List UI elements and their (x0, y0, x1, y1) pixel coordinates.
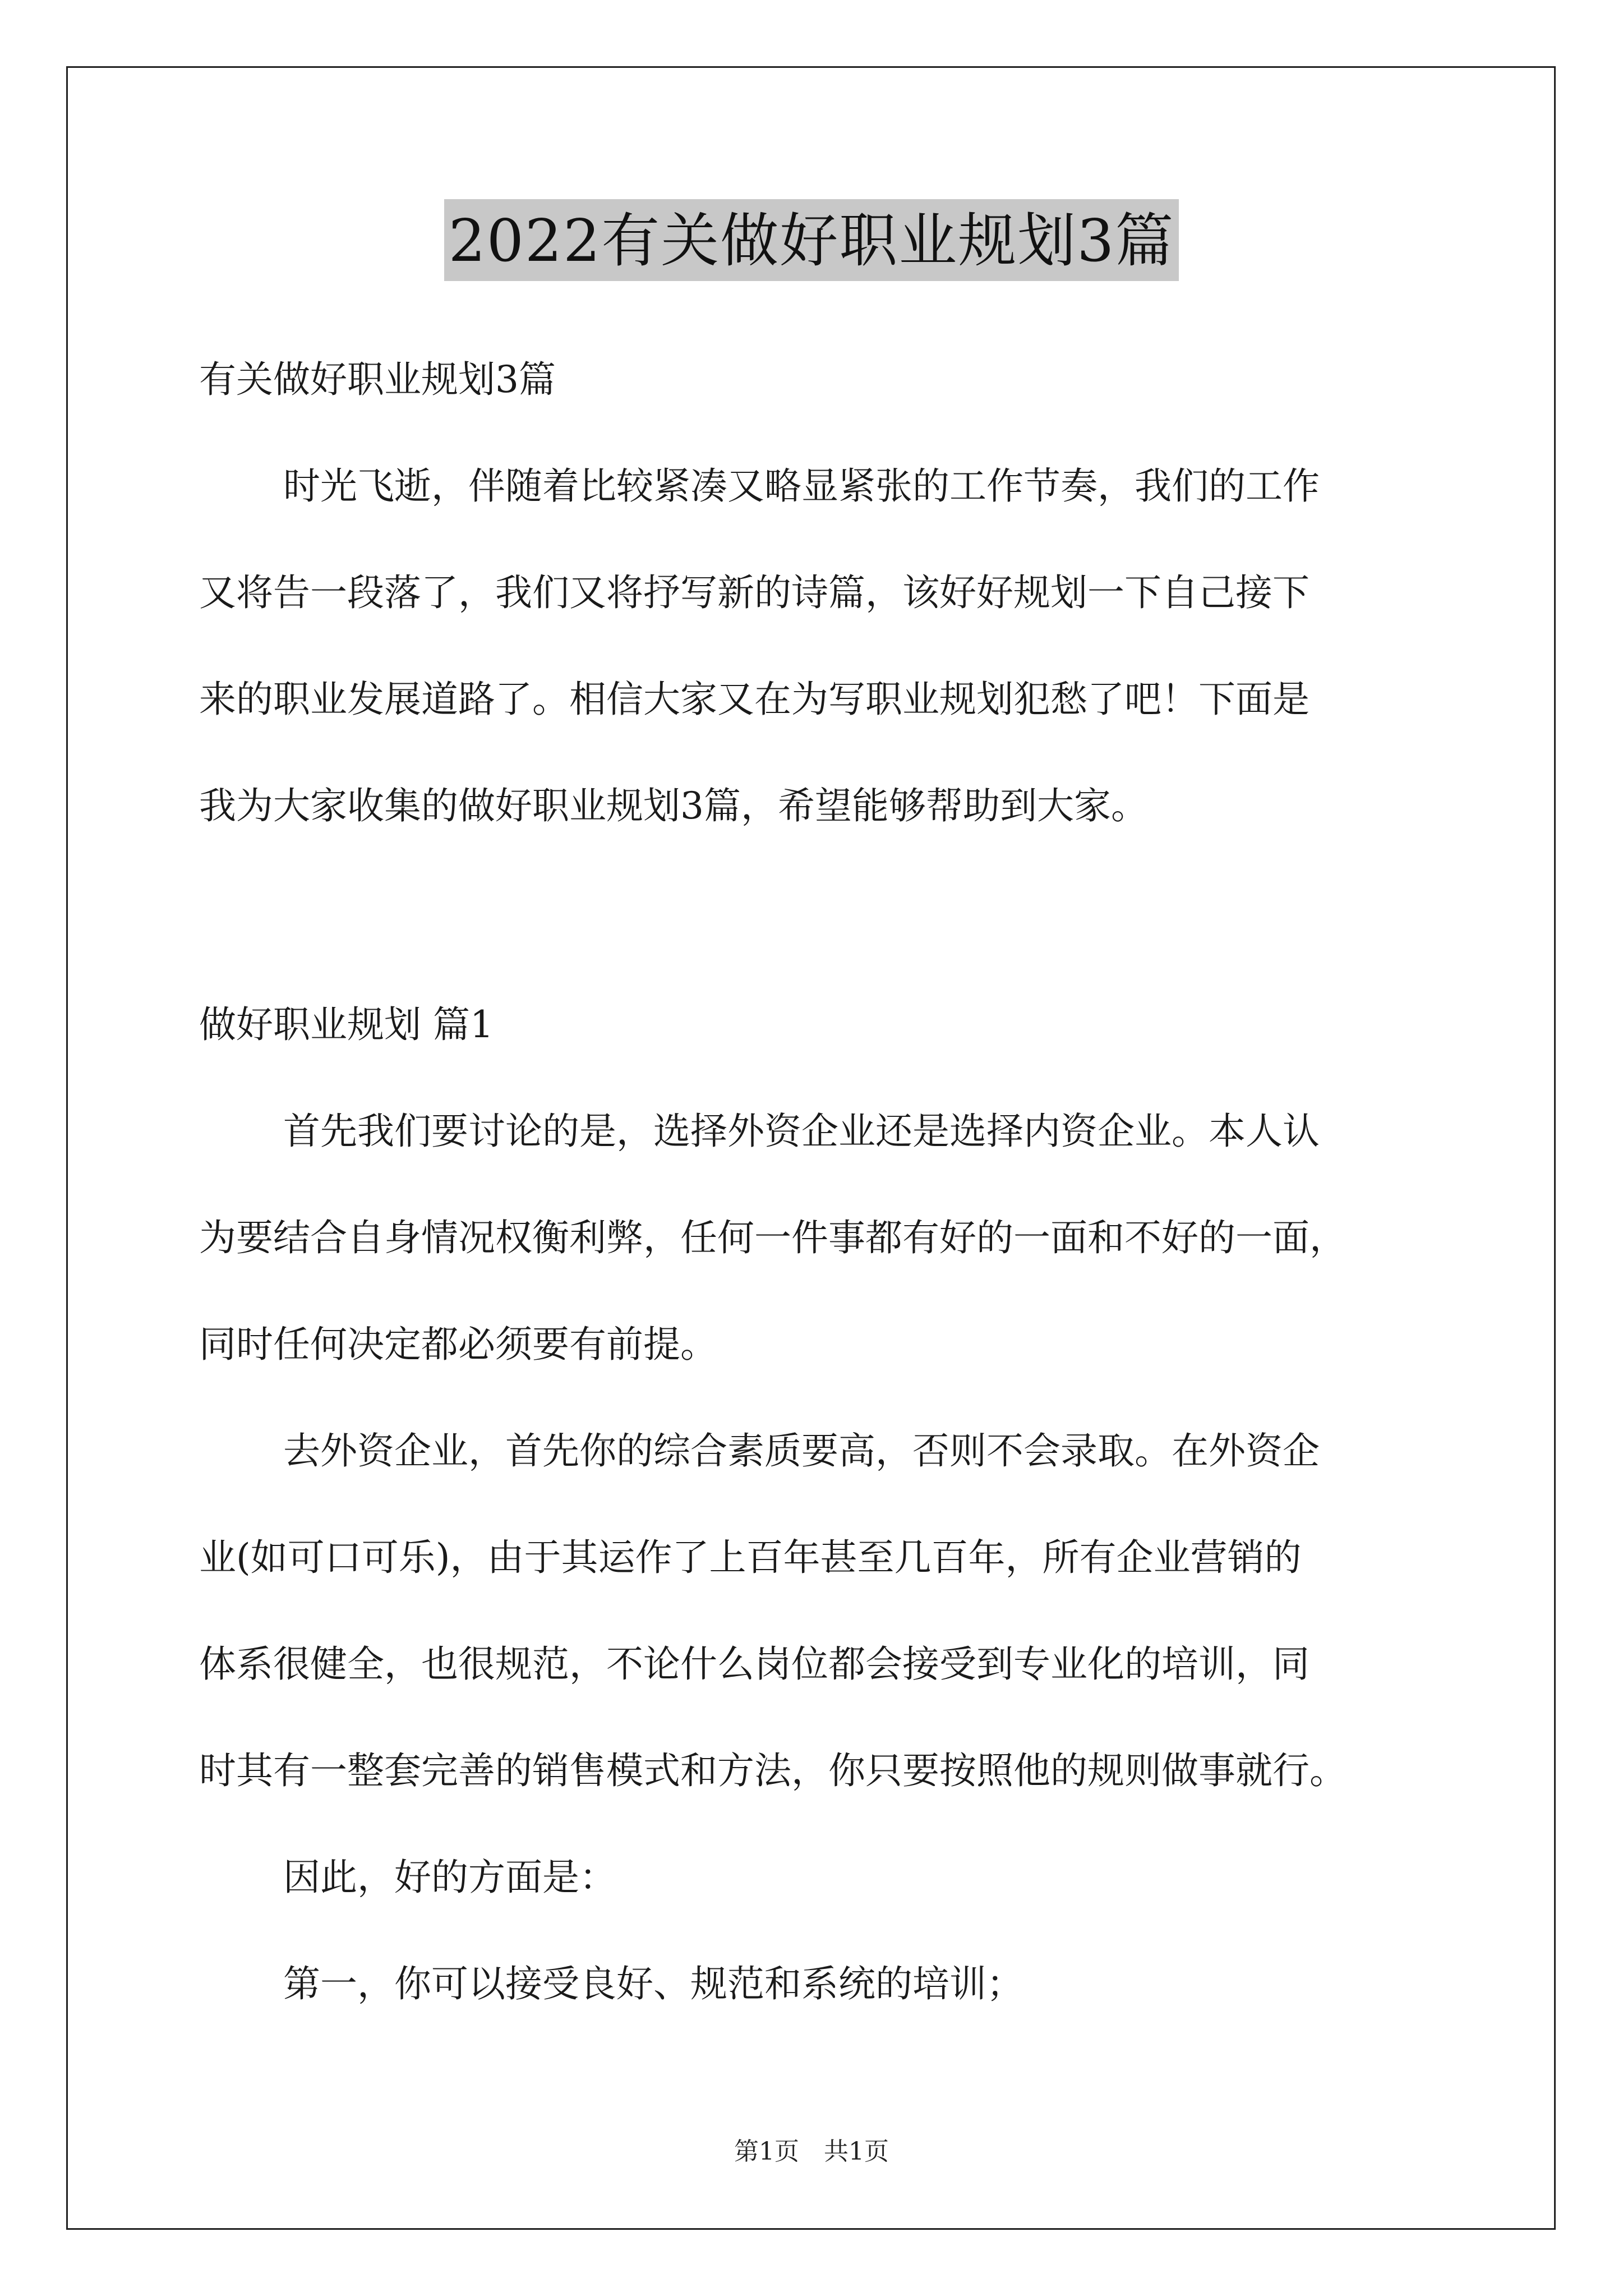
section-heading: 做好职业规划 篇1 (199, 1003, 494, 1046)
document-title: 2022有关做好职业规划3篇 (444, 199, 1179, 281)
para1-line-2: 为要结合自身情况权衡利弊，任何一件事都有好的一面和不好的一面， (199, 1216, 1347, 1259)
intro-line-2: 又将告一段落了，我们又将抒写新的诗篇，该好好规划一下自己接下 (199, 571, 1310, 614)
para2-line-3: 体系很健全，也很规范，不论什么岗位都会接受到专业化的培训，同 (199, 1642, 1310, 1686)
para2-line-1: 去外资企业，首先你的综合素质要高，否则不会录取。在外资企 (283, 1429, 1320, 1473)
para1-line-1: 首先我们要讨论的是，选择外资企业还是选择内资企业。本人认 (283, 1110, 1320, 1153)
para4-line: 第一，你可以接受良好、规范和系统的培训； (283, 1962, 1023, 2005)
para2-line-4: 时其有一整套完善的销售模式和方法，你只要按照他的规则做事就行。 (199, 1749, 1347, 1792)
para2-line-2: 业(如可口可乐)，由于其运作了上百年甚至几百年，所有企业营销的 (199, 1536, 1302, 1579)
para3-line: 因此，好的方面是： (283, 1856, 616, 1899)
intro-line-4: 我为大家收集的做好职业规划3篇，希望能够帮助到大家。 (199, 784, 1148, 827)
intro-line-1: 时光飞逝，伴随着比较紧凑又略显紧张的工作节奏，我们的工作 (283, 464, 1320, 508)
title-container (0, 199, 1623, 281)
document-subtitle: 有关做好职业规划3篇 (199, 358, 556, 401)
intro-line-3: 来的职业发展道路了。相信大家又在为写职业规划犯愁了吧！下面是 (199, 678, 1310, 721)
para1-line-3: 同时任何决定都必须要有前提。 (199, 1323, 717, 1366)
page-footer: 第1页 共1页 (734, 2137, 889, 2166)
